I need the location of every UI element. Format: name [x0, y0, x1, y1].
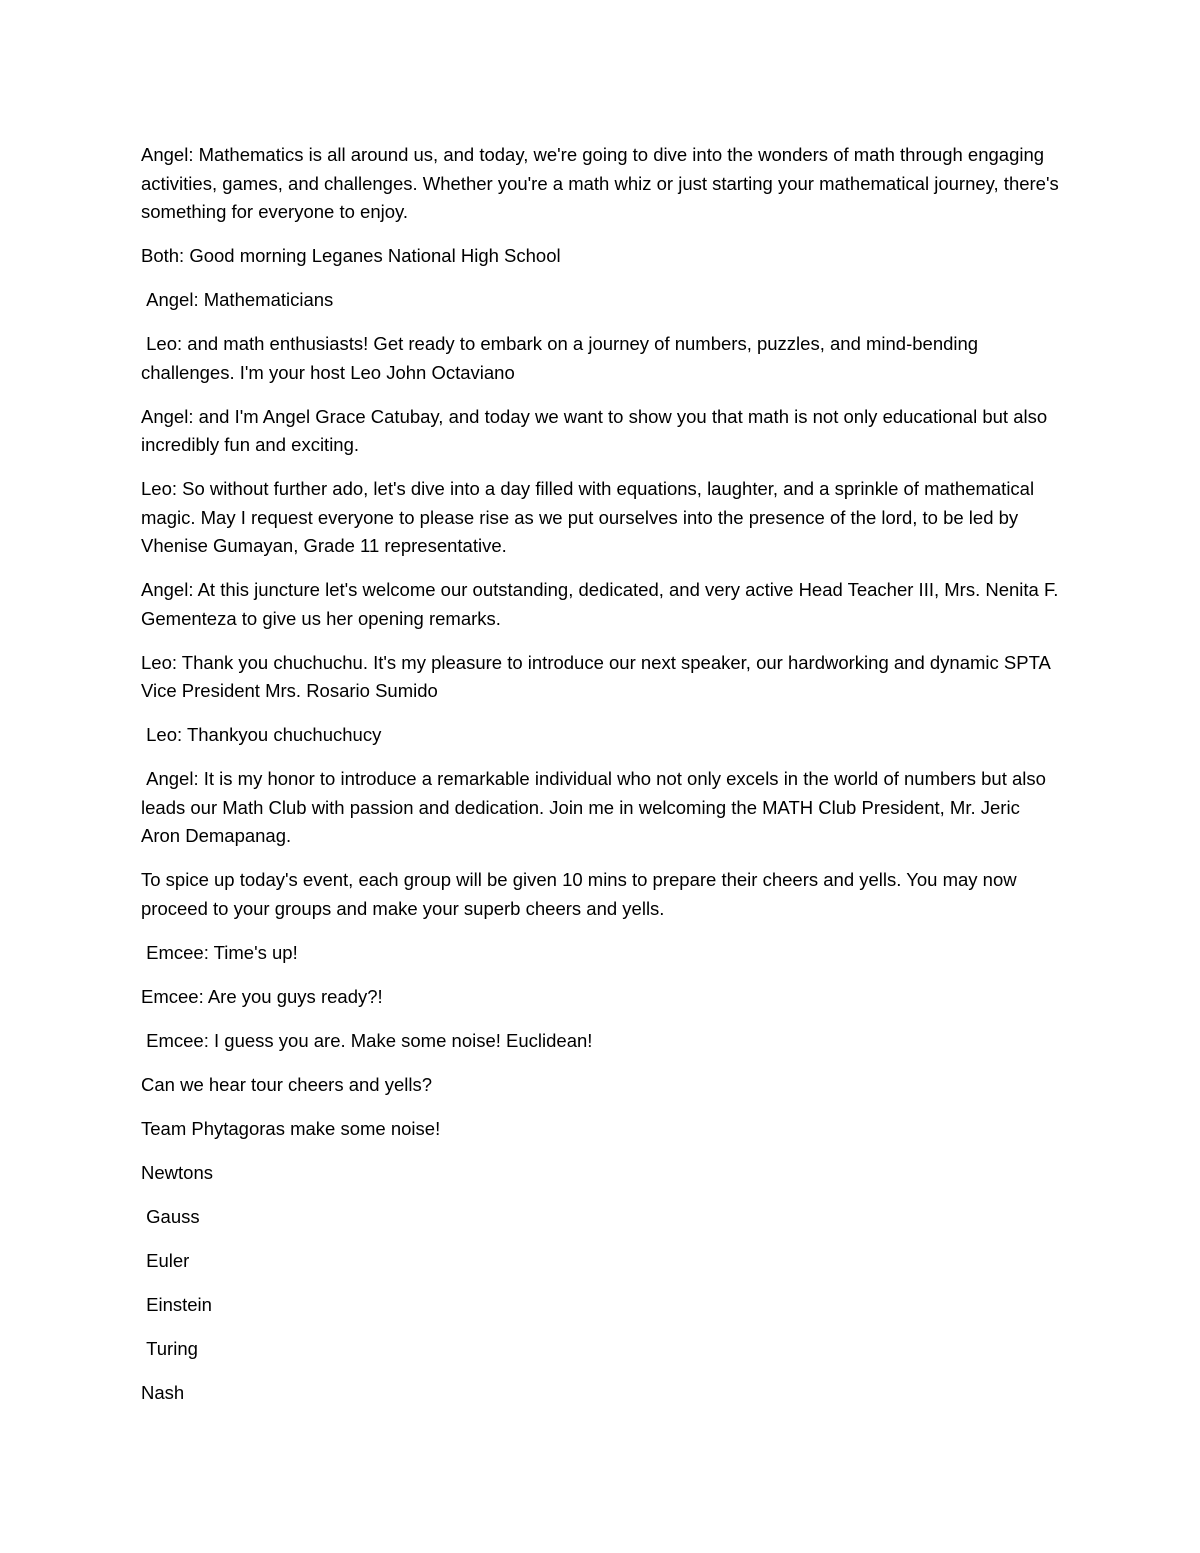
paragraph-team-phytagoras: Team Phytagoras make some noise! — [141, 1117, 441, 1139]
paragraph-angel-intro: Angel: Mathematics is all around us, and today, we're going to dive into the wonders of math through engaging activities, games, and challenges. Whether you're a math whiz or just starting your mathematical journey, there's something for everyone to enjoy. — [141, 144, 1064, 222]
paragraph-emcee-ready: Emcee: Are you guys ready?! — [141, 985, 383, 1007]
list-item-newtons: Newtons — [141, 1161, 213, 1183]
paragraph-leo-prayer: Leo: So without further ado, let's dive into a day filled with equations, laughter, and a sprinkle of mathematical magic. May I request everyone to please rise as we put ourselves into the presence of the lord, to be led by Vhenise Gumayan, Grade 11 representative. — [141, 478, 1040, 556]
paragraph-cheers-question: Can we hear tour cheers and yells? — [141, 1073, 433, 1095]
list-item-turing: Turing — [141, 1337, 198, 1359]
paragraph-angel-opening-remarks: Angel: At this juncture let's welcome our outstanding, dedicated, and very active Head Teacher III, Mrs. Nenita F. Gementeza to give us her opening remarks. — [141, 579, 1064, 629]
paragraph-emcee-euclidean: Emcee: I guess you are. Make some noise! Euclidean! — [141, 1029, 593, 1051]
paragraph-cheers-instructions: To spice up today's event, each group will be given 10 mins to prepare their cheers and yells. You may now proceed to your groups and make your superb cheers and yells. — [141, 869, 1022, 919]
paragraph-emcee-times-up: Emcee: Time's up! — [141, 941, 298, 963]
paragraph-leo-thanks: Leo: Thankyou chuchuchucy — [141, 724, 382, 745]
list-item-gauss: Gauss — [141, 1205, 200, 1227]
document-body — [141, 141, 1064, 1423]
paragraph-leo-spta: Leo: Thank you chuchuchu. It's my pleasure to introduce our next speaker, our hardworking and dynamic SPTA Vice President Mrs. Rosario Sumido — [141, 651, 1055, 701]
list-item-einstein: Einstein — [141, 1293, 212, 1315]
paragraph-leo-host: Leo: and math enthusiasts! Get ready to embark on a journey of numbers, puzzles, and mind-bending challenges. I'm your host Leo John Octaviano — [141, 333, 984, 383]
list-item-euler: Euler — [141, 1249, 190, 1271]
paragraph-angel-host: Angel: and I'm Angel Grace Catubay, and today we want to show you that math is not only educational but also incredibly fun and exciting. — [141, 405, 1053, 455]
paragraph-angel-mathematicians: Angel: Mathematicians — [141, 289, 334, 310]
paragraph-angel-math-club: Angel: It is my honor to introduce a remarkable individual who not only excels in the world of numbers but also leads our Math Club with passion and dedication. Join me in welcoming the MATH Club President, Mr. Jeric Aron Demapanag. — [141, 768, 1052, 846]
paragraph-both-greeting: Both: Good morning Leganes National High School — [141, 245, 561, 266]
list-item-nash: Nash — [141, 1381, 185, 1403]
